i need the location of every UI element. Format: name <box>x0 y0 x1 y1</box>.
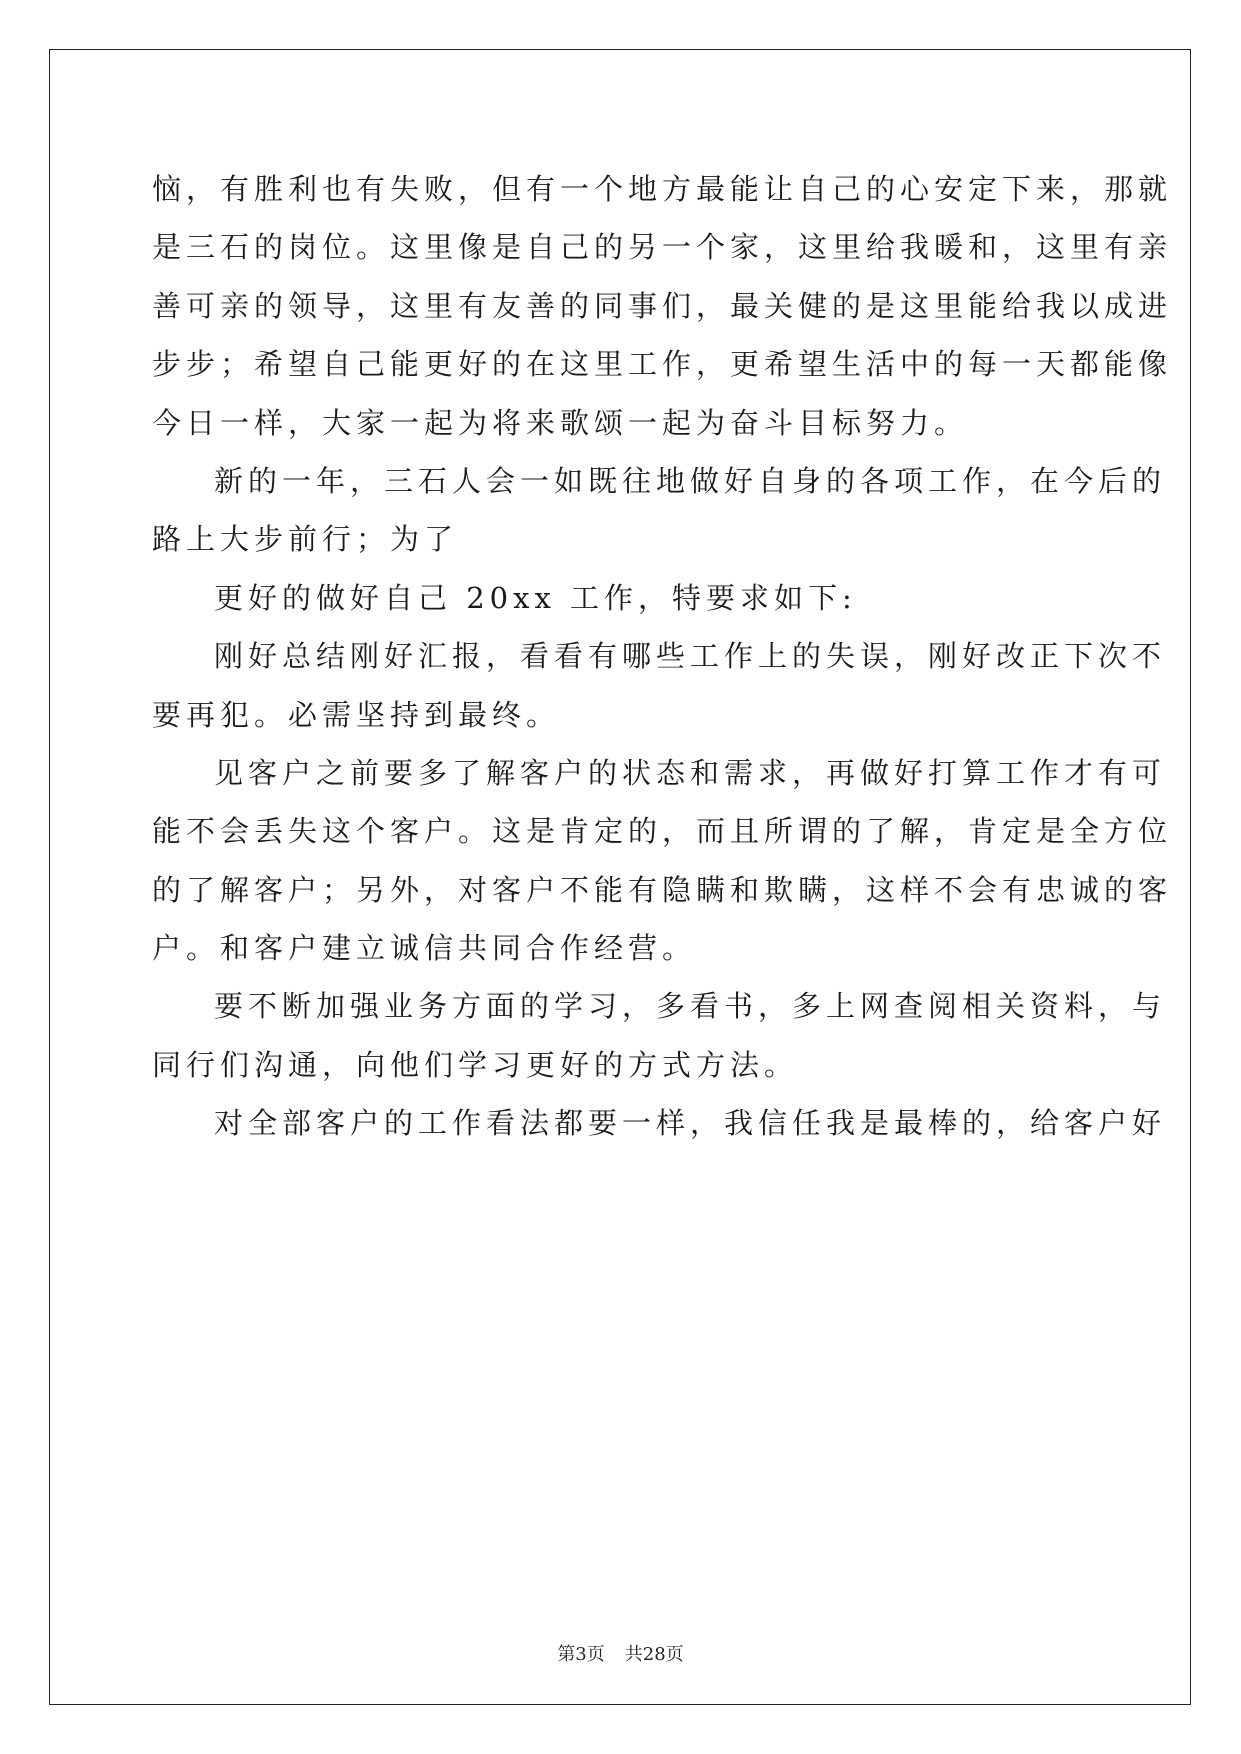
page-footer <box>0 1640 1241 1666</box>
page-total: 共28页 <box>624 1644 684 1665</box>
text-line: 户。和客户建立诚信共同合作经营。 <box>152 931 697 966</box>
text-line: 要再犯。必需坚持到最终。 <box>152 697 561 732</box>
text-line: 更好的做好自己 20xx 工作，特要求如下: <box>214 580 857 615</box>
text-line: 是三石的岗位。这里像是自己的另一个家，这里给我暖和，这里有亲 <box>152 230 1173 265</box>
text-line: 善可亲的领导，这里有友善的同事们，最关健的是这里能给我以成进 <box>152 288 1173 323</box>
text-line: 对全部客户的工作看法都要一样，我信任我是最棒的，给客户好 <box>214 1106 1167 1141</box>
text-line: 新的一年，三石人会一如既往地做好自身的各项工作，在今后的 <box>214 463 1167 498</box>
page-number: 第3页 <box>557 1644 605 1665</box>
text-line: 步步；希望自己能更好的在这里工作，更希望生活中的每一天都能像 <box>152 347 1173 382</box>
text-line: 路上大步前行；为了 <box>152 522 459 557</box>
text-line: 见客户之前要多了解客户的状态和需求，再做好打算工作才有可 <box>214 755 1167 790</box>
text-line: 同行们沟通，向他们学习更好的方式方法。 <box>152 1047 799 1082</box>
document-body <box>152 160 1173 1153</box>
text-line: 刚好总结刚好汇报，看看有哪些工作上的失误，刚好改正下次不 <box>214 639 1167 674</box>
text-line: 今日一样，大家一起为将来歌颂一起为奋斗目标努力。 <box>152 405 969 440</box>
text-line: 要不断加强业务方面的学习，多看书，多上网查阅相关资料，与 <box>214 989 1167 1024</box>
text-line: 能不会丢失这个客户。这是肯定的，而且所谓的了解，肯定是全方位 <box>152 814 1173 849</box>
text-line: 的了解客户；另外，对客户不能有隐瞒和欺瞒，这样不会有忠诚的客 <box>152 872 1173 907</box>
text-line: 恼，有胜利也有失败，但有一个地方最能让自己的心安定下来，那就 <box>152 172 1173 206</box>
